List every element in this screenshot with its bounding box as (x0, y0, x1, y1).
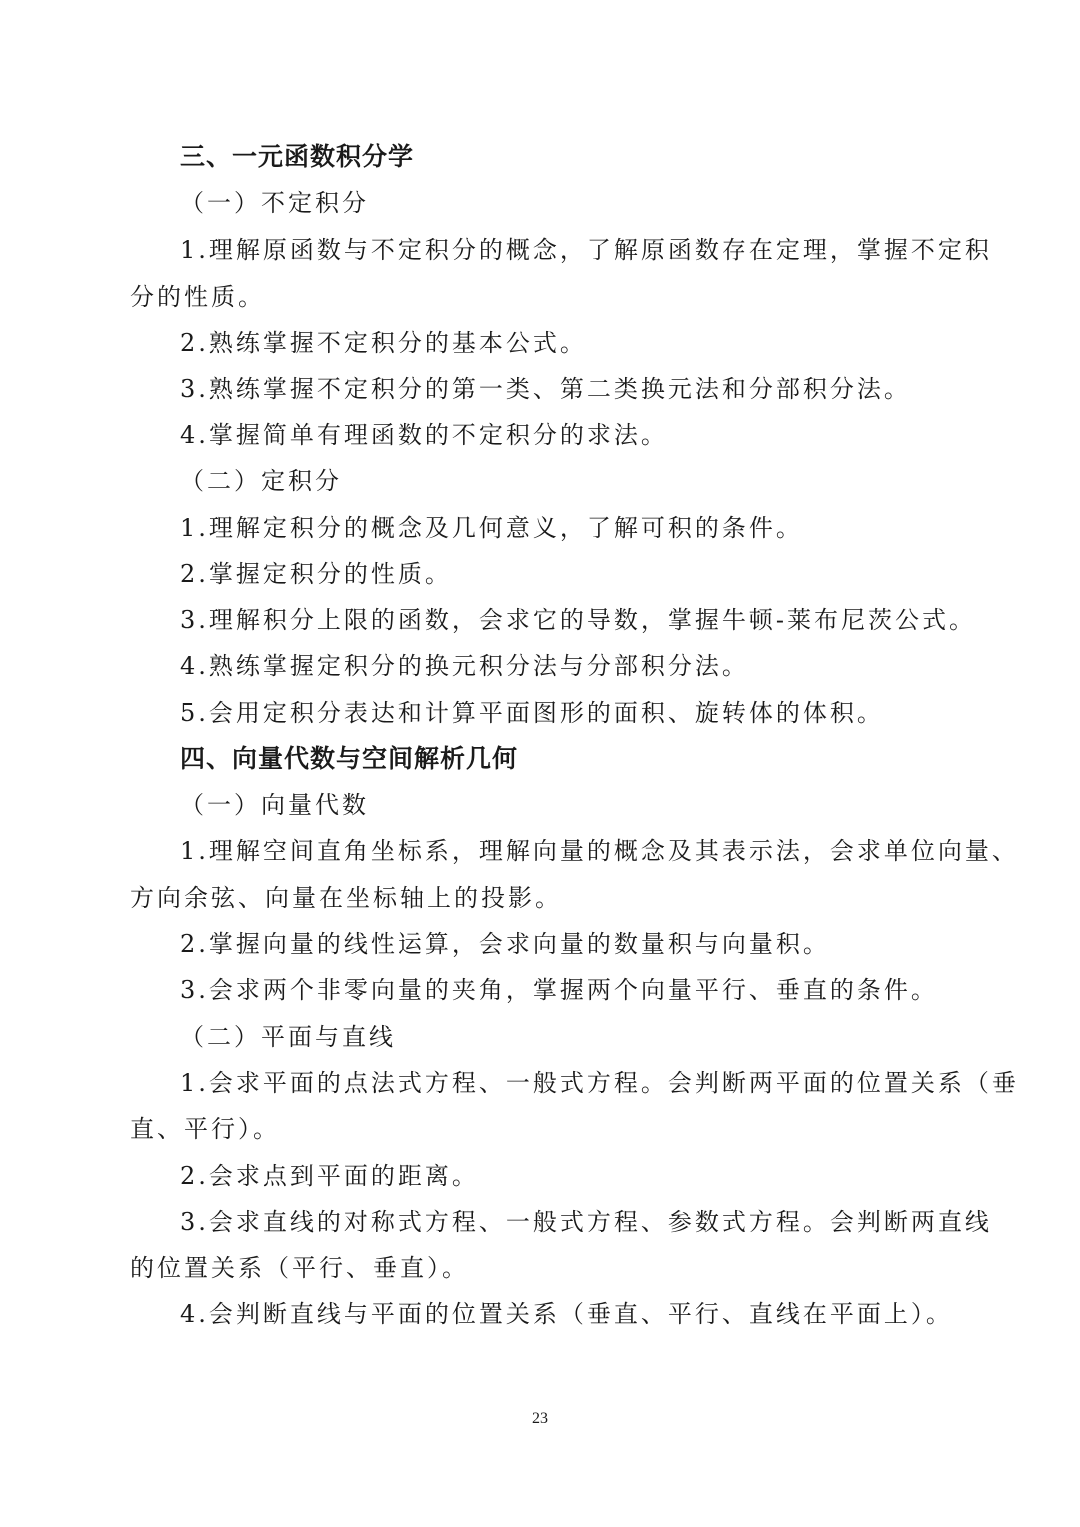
paragraph-line: 1.理解原函数与不定积分的概念，了解原函数存在定理，掌握不定积 (180, 236, 992, 264)
paragraph-line: 的位置关系（平行、垂直）。 (130, 1254, 469, 1282)
paragraph-line: 2.掌握定积分的性质。 (180, 560, 452, 588)
subsection-title-vector-algebra: （一）向量代数 (180, 791, 369, 819)
paragraph-line: 4.掌握简单有理函数的不定积分的求法。 (180, 421, 668, 449)
paragraph-line: 5.会用定积分表达和计算平面图形的面积、旋转体的体积。 (180, 699, 884, 727)
subsection-title-indefinite-integral: （一）不定积分 (180, 189, 369, 217)
subsection-title-definite-integral: （二）定积分 (180, 467, 342, 495)
paragraph-line: 4.熟练掌握定积分的换元积分法与分部积分法。 (180, 652, 749, 680)
section-heading-vector-geometry: 四、向量代数与空间解析几何 (180, 744, 519, 773)
paragraph-line: 方向余弦、向量在坐标轴上的投影。 (130, 884, 562, 912)
paragraph-line: 1.理解定积分的概念及几何意义，了解可积的条件。 (180, 514, 803, 542)
paragraph-line: 3.理解积分上限的函数，会求它的导数，掌握牛顿-莱布尼茨公式。 (180, 606, 977, 634)
subsection-title-plane-and-line: （二）平面与直线 (180, 1023, 396, 1051)
section-heading-integral-calculus: 三、一元函数积分学 (180, 142, 415, 171)
paragraph-line: 3.熟练掌握不定积分的第一类、第二类换元法和分部积分法。 (180, 375, 911, 403)
paragraph-line: 分的性质。 (130, 283, 265, 311)
paragraph-line: 2.会求点到平面的距离。 (180, 1162, 479, 1190)
page-number: 23 (532, 1410, 548, 1427)
paragraph-line: 1.理解空间直角坐标系，理解向量的概念及其表示法，会求单位向量、 (180, 837, 1019, 865)
paragraph-line: 2.熟练掌握不定积分的基本公式。 (180, 329, 587, 357)
paragraph-line: 3.会求直线的对称式方程、一般式方程、参数式方程。会判断两直线 (180, 1208, 992, 1236)
paragraph-line: 2.掌握向量的线性运算，会求向量的数量积与向量积。 (180, 930, 830, 958)
paragraph-line: 4.会判断直线与平面的位置关系（垂直、平行、直线在平面上）。 (180, 1300, 953, 1328)
paragraph-line: 1.会求平面的点法式方程、一般式方程。会判断两平面的位置关系（垂 (180, 1069, 1019, 1097)
paragraph-line: 直、平行）。 (130, 1115, 280, 1143)
paragraph-line: 3.会求两个非零向量的夹角，掌握两个向量平行、垂直的条件。 (180, 976, 938, 1004)
